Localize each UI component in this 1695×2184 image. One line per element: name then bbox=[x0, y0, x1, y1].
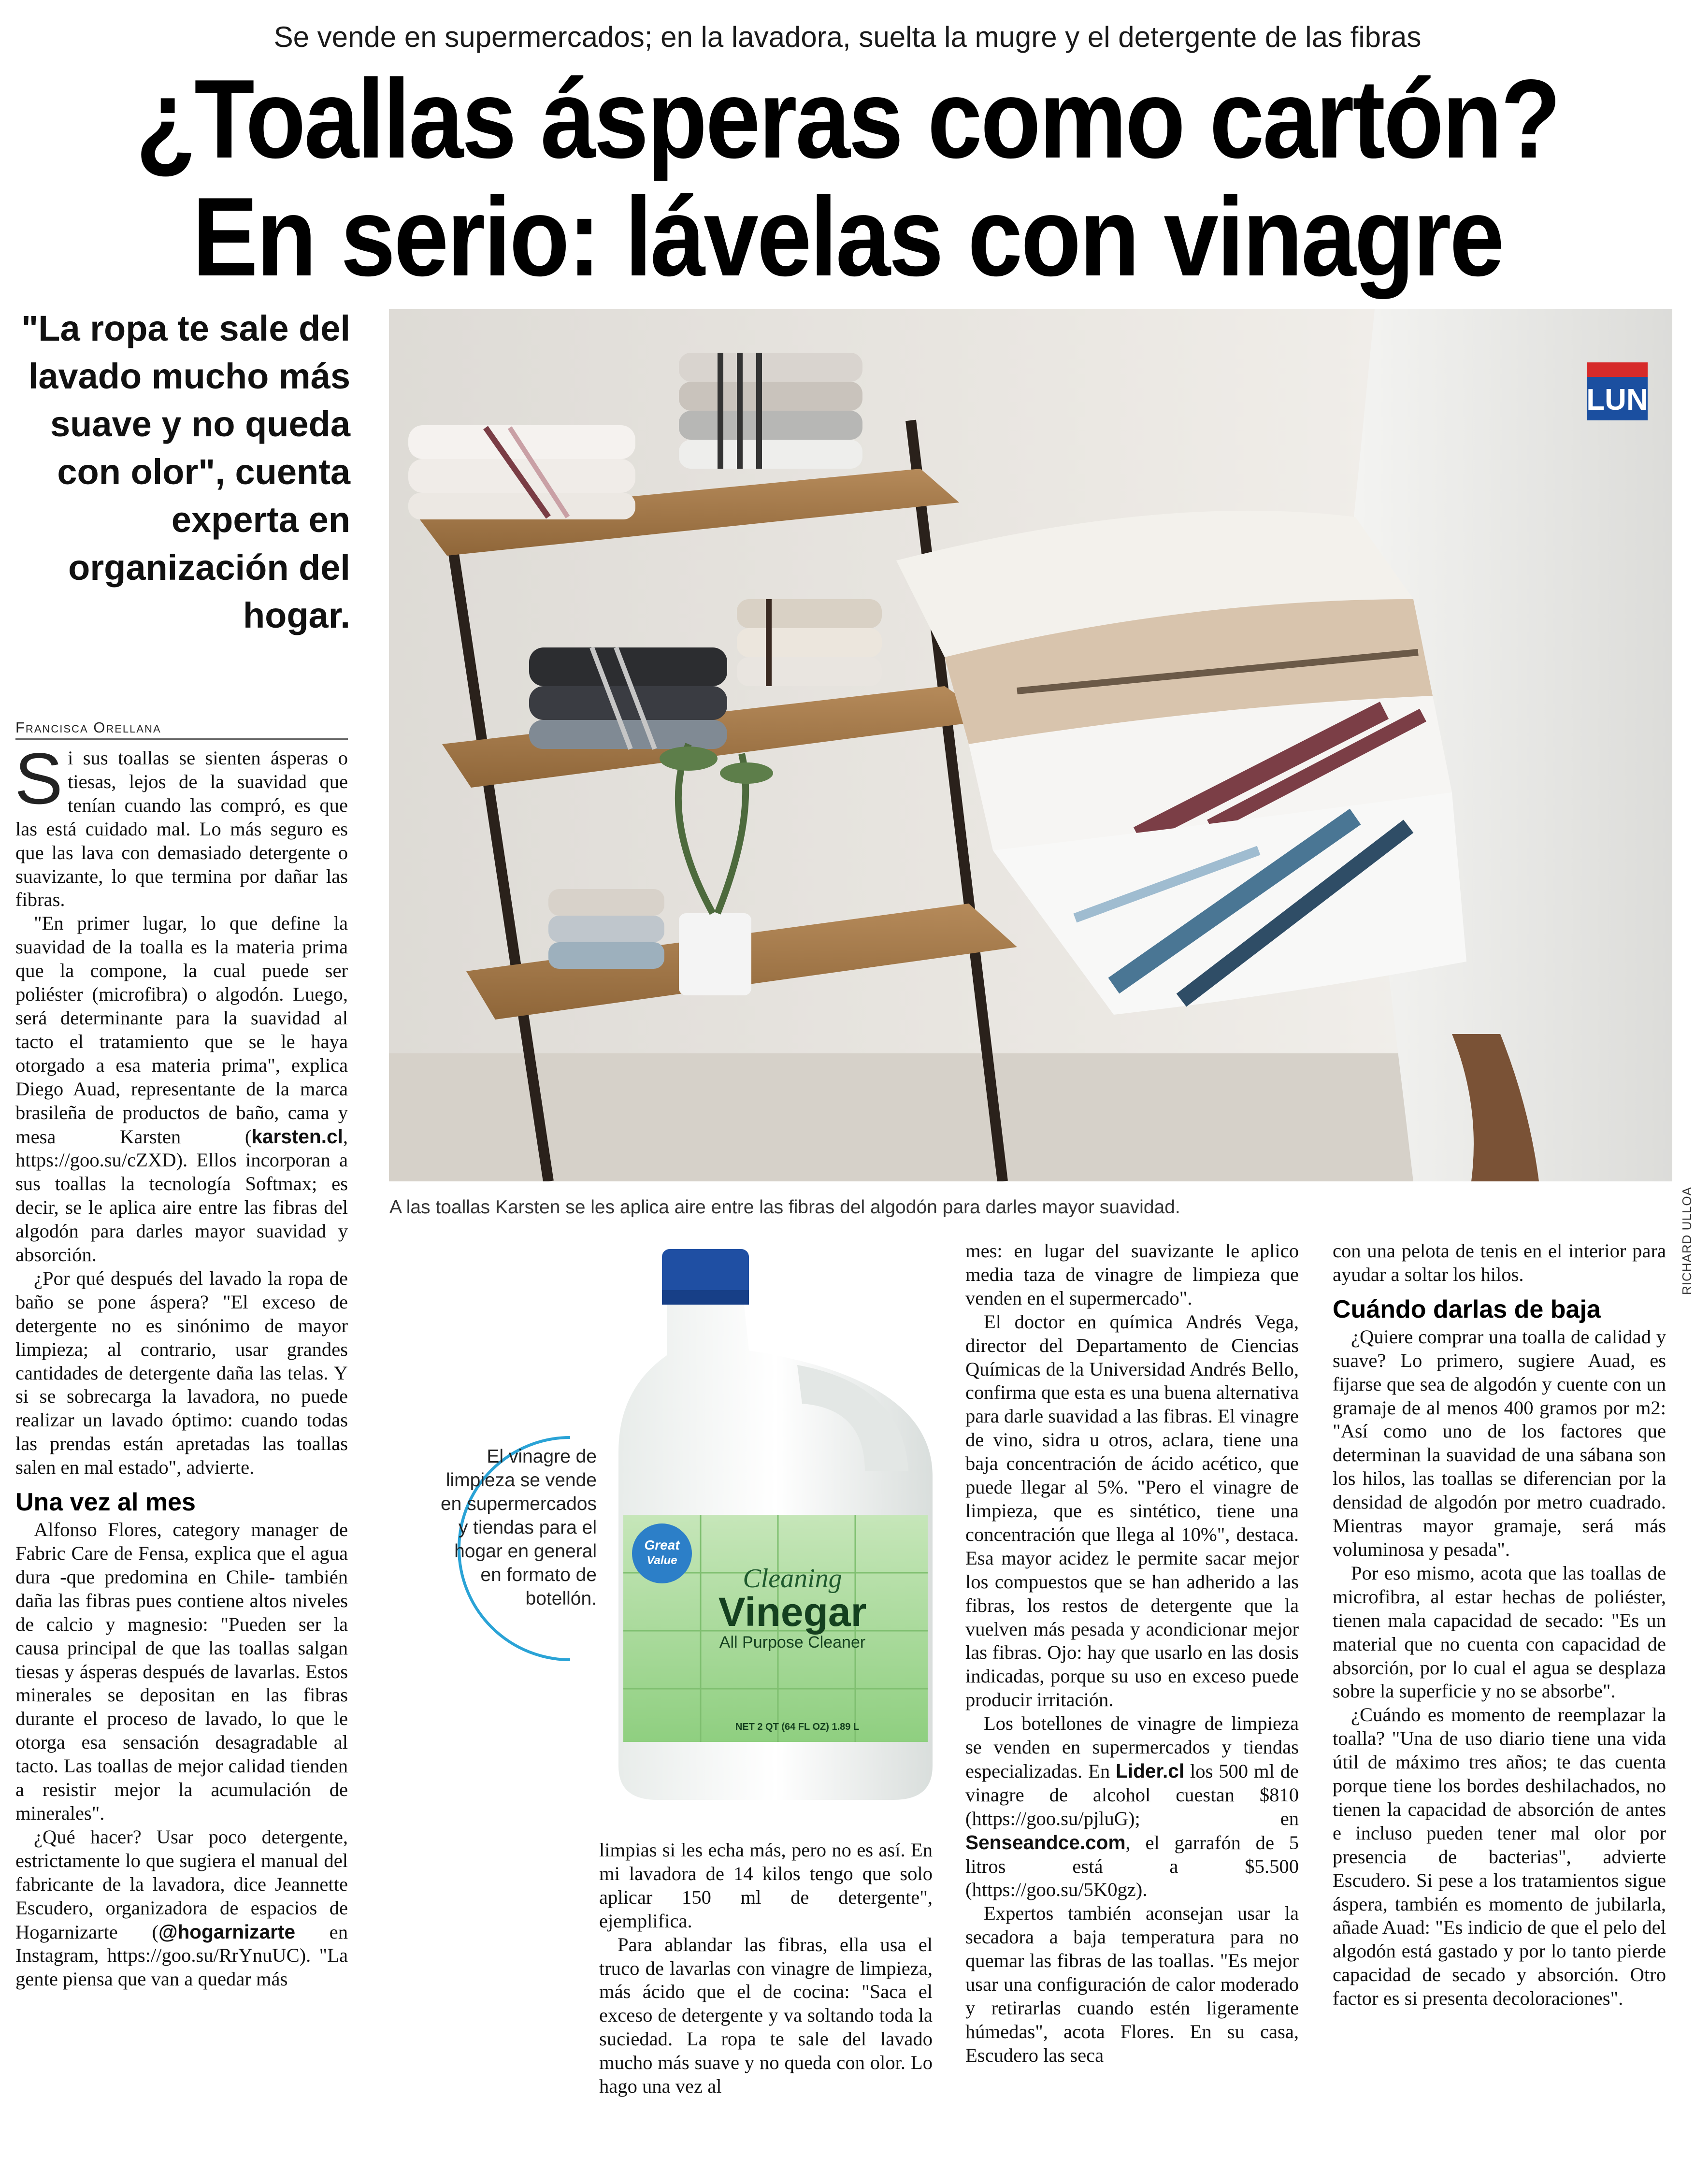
article-column-3 bbox=[965, 1239, 1299, 2068]
paragraph: Para ablandar las fibras, ella usa el truco de lavarlas con vinagre de limpieza, más ácido que el de cocina: "Saca el exceso de detergente y va soltando toda la suciedad. La ropa te sale del lavado mucho más suave y no queda con olor. Lo hago una vez al bbox=[599, 1933, 933, 2098]
lun-logo bbox=[1587, 362, 1648, 420]
paragraph: limpias si les echa más, pero no es así. En mi lavadora de 14 kilos tengo que solo aplicar 150 ml de detergente", ejemplifica. bbox=[599, 1839, 933, 1932]
paragraph: El doctor en química Andrés Vega, director del Departamento de Ciencias Químicas de la Universidad Andrés Bello, confirma que esta es una buena alternativa para darle suavidad a las fibras. El vinagre de vino, sidra u otros, aclara, tiene una baja concentración de ácido acético, que puede llegar al 5%. "Pero el vinagre de limpieza, que es sintético, tiene una concentración que llega al 10%", destaca. Esa mayor acidez le permite sacar mejor los compuestos que se han adherido a las fibras, los restos de detergente que la vuelven más pesada y acondicionar mejor las fibras. Ojo: hay que usarlo en las dosis indicadas, porque su uso en exceso puede producir irritación. bbox=[965, 1310, 1299, 1711]
paragraph: ¿Quiere comprar una toalla de calidad y suave? Lo primero, sugiere Auad, es fijarse que sea de algodón y cuente con un gramaje de al menos 400 gramos por m2: "Así como uno de los factores que determinan la suavidad de una sábana son los hilos, las toallas se diferencian por la densidad de algodón por metro cuadrado. Mientras mayor gramaje, será más voluminosa y pesada". bbox=[1333, 1325, 1666, 1560]
subheading: Una vez al mes bbox=[15, 1488, 196, 1517]
paragraph: Alfonso Flores, category manager de Fabric Care de Fensa, explica que el agua dura -que predomina en Chile- también daña las fibras pues contiene altos niveles de calcio y magnesio: "Pueden ser la causa principal de que las toallas salgan tiesas y ásperas después de lavarlas. Estos minerales se depositan en las fibras durante el proceso de lavado, lo que le otorga esa sensación desagradable al tacto. Las toallas de mejor calidad tienden a resistir mejor la acumulación de minerales". bbox=[15, 1519, 348, 1824]
towels-photo bbox=[389, 309, 1672, 1181]
photo-credit bbox=[1676, 1189, 1695, 1295]
pull-quote: "La ropa te sale del lavado mucho más suave y no queda con olor", cuenta experta en organización del hogar. bbox=[21, 308, 350, 635]
article-column-1 bbox=[14, 738, 348, 1991]
paragraph: ¿Por qué después del lavado la ropa de baño se pone áspera? "El exceso de detergente no es sinónimo de mayor limpieza; al contrario, usar grandes cantidades de detergente daña las telas. Y si se sobrecarga la lavadora, no puede realizar un lavado óptimo: cuando todas las prendas están apretadas las toallas salen en mal estado", advierte. bbox=[15, 1267, 348, 1479]
photo-credit-text: RICHARD ULLOA bbox=[1680, 1187, 1694, 1295]
byline: Francisca Orellana bbox=[15, 719, 348, 740]
article-column-2 bbox=[599, 1839, 933, 2098]
drop-cap: S bbox=[14, 738, 63, 819]
bottle-net-content: NET 2 QT (64 FL OZ) 1.89 L bbox=[735, 1722, 860, 1732]
paragraph: Si sus toallas se sienten ásperas o tiesas, lejos de la suavidad que tenían cuando las compró, es que las está cuidado mal. Lo más seguro es que las lava con demasiado detergente o suavizante, lo que termina por dañar las fibras. bbox=[14, 738, 348, 911]
headline: ¿Toallas ásperas como cartón? En serio: lávelas con vinagre bbox=[135, 57, 1560, 300]
link-senseandce[interactable]: Senseandce.com bbox=[965, 1831, 1126, 1854]
paragraph: "En primer lugar, lo que define la suavidad de la toalla es la materia prima que la compone, la cual puede ser poliéster (microfibra) o algodón. Luego, será determinante para la suavidad al tacto el tratamiento que se le haya otorgado a esa materia prima", explica Diego Auad, representante de la marca brasileña de productos de baño, cama y mesa Karsten (karsten.cl, https://goo.su/cZXD). Ellos incorporan a sus toallas la tecnología Softmax; es decir, se le aplica aire entre las fibras del algodón para darles mayor suavidad y absorción. bbox=[15, 912, 348, 1266]
article-column-4 bbox=[1333, 1239, 1666, 2011]
paragraph: Por eso mismo, acota que las toallas de microfibra, al estar hechas de poliéster, tienen mala capacidad de secado: "Es un material que no cuenta con capacidad de absorción, por lo cual el agua se desplaza sobre la superficie y no se absorbe". bbox=[1333, 1562, 1666, 1702]
subheading: Cuándo darlas de baja bbox=[1333, 1295, 1601, 1323]
bottle-brand-line2: Value bbox=[646, 1554, 677, 1567]
bottle-label-cleaner: All Purpose Cleaner bbox=[719, 1633, 866, 1652]
link-lider[interactable]: Lider.cl bbox=[1116, 1759, 1185, 1782]
paragraph: Los botellones de vinagre de limpieza se venden en supermercados y tiendas especializadas. En Lider.cl los 500 ml de vinagre de alcohol cuestan $810 (https://goo.su/pjluG); en Senseandce.com, el garrafón de 5 litros está a $5.500 (https://goo.su/5K0gz). bbox=[965, 1712, 1299, 1901]
link-instagram[interactable]: @hogarnizarte bbox=[158, 1920, 296, 1943]
kicker: Se vende en supermercados; en la lavadora, suelta la mugre y el detergente de las fibras bbox=[273, 21, 1422, 53]
towels-illustration bbox=[389, 309, 1672, 1181]
bottle-brand-line1: Great bbox=[644, 1537, 680, 1552]
vinegar-bottle-image bbox=[594, 1244, 957, 1805]
lun-logo-text: LUN bbox=[1587, 383, 1648, 417]
paragraph: Expertos también aconsejan usar la secadora a baja temperatura para no quemar las fibras de las toallas. "Es mejor usar una configuración de calor moderado y retirarlas cuando estén ligeramente húmedas", acota Flores. En su casa, Escudero las seca bbox=[965, 1902, 1299, 2066]
paragraph: ¿Cuándo es momento de reemplazar la toalla? "Una de uso diario tiene una vida útil de máximo tres años; te das cuenta porque tiene los bordes deshilachados, no tienen la capacidad de absorción de antes e incluso pueden tener mal olor por presencia de bacterias", advierte Escudero. Si pese a los tratamientos sigue áspera, también es momento de jubilarla, añade Auad: "Es indicio de que el pelo del algodón está gastado y por lo tanto pierde capacidad de secado y absorción. Otro factor es si presenta decoloraciones". bbox=[1333, 1704, 1666, 2010]
paragraph: con una pelota de tenis en el interior para ayudar a soltar los hilos. bbox=[1333, 1240, 1666, 1285]
photo-caption: A las toallas Karsten se les aplica aire entre las fibras del algodón para darles mayor suavidad. bbox=[389, 1197, 1180, 1218]
bottle-label-cleaning: Cleaning bbox=[743, 1564, 842, 1594]
link-karsten[interactable]: karsten.cl bbox=[251, 1125, 343, 1148]
bottle-label-vinegar: Vinegar bbox=[718, 1589, 867, 1635]
paragraph: mes: en lugar del suavizante le aplico media taza de vinagre de limpieza que venden en el supermercado". bbox=[965, 1240, 1299, 1309]
paragraph: ¿Qué hacer? Usar poco detergente, estrictamente lo que sugiera el manual del fabricante de la lavadora, dice Jeannette Escudero, organizadora de espacios de Hogarnizarte (@hogarnizarte en Instagram, https://goo.su/RrYnuUC). "La gente piensa que van a quedar más bbox=[15, 1825, 348, 1990]
callout-text: El vinagre de limpieza se vende en supermercados y tiendas para el hogar en general en formato de botellón. bbox=[440, 1446, 597, 1609]
